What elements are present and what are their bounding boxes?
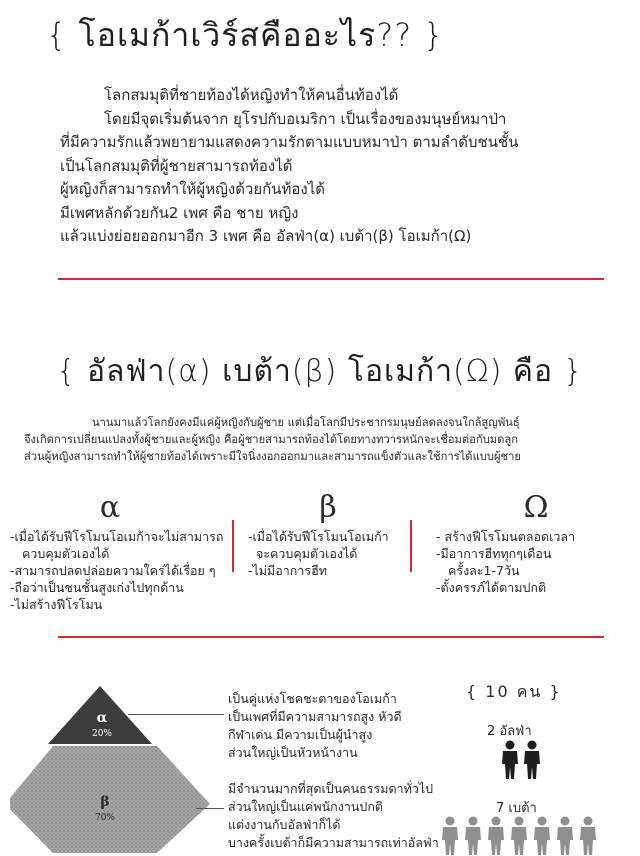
intro-line: ผู้หญิงก็สามารถทำให้ผู้หญิงด้วยกันท้องได้ [60,180,325,198]
alpha-desc-line: เป็นเพศที่มีความสามารถสูง หัวดี [228,709,402,724]
alpha-count: 2 อัลฟ่า [487,724,532,739]
omega-column [436,490,636,596]
alpha-column [10,490,230,613]
beta-count: 7 เบต้า [496,801,537,816]
total-count: { 10 คน } [466,682,562,701]
intro-line: โลกสมมุติที่ชายท้องได้หญิงทำให้คนอื่นท้องได้ [104,86,399,104]
section-title: { อัลฟ่า(α) เบต้า(β) โอเมก้า(Ω) คือ } [56,354,584,389]
beta-description [228,780,439,852]
omega-trait: -ตั้งครรภ์ได้ตามปกติ [436,580,547,595]
beta-person-icon [440,816,460,856]
alpha-desc-line: ส่วนใหญ่เป็นหัวหน้างาน [228,745,358,760]
alpha-desc-line: เป็นคู่แห่งโชคชะตาของโอเมก้า [228,691,397,706]
page-title: { โอเมก้าเวิร์สคืออะไร?? } [46,16,445,54]
beta-desc-line: บางครั้งเบต้าก็มีความสามารถเท่าอัลฟ่า [228,835,439,850]
alpha-desc-line: กีฬาเด่น มีความเป็นผู้นำสูง [228,727,373,742]
alpha-trait: -ถือว่าเป็นชนชั้นสูงเก่งไปทุกด้าน [10,580,184,595]
paragraph-line: จึงเกิดการเปลี่ยนแปลงทั้งผู้ชายและผู้หญิง คือผู้ชายสามารถท้องได้โดยทางทวารหนักจะเชื่อมต่อกับมดลูก [24,433,519,446]
beta-trait: -ไม่มีอาการฮีท [248,563,327,578]
beta-trait: จะควบคุมตัวเองได้ [256,546,358,561]
pyramid-alpha-symbol: α [96,710,108,726]
column-separator [232,520,234,572]
omega-trait: - สร้างฟีโรโมนตลอดเวลา [436,529,576,544]
intro-line: มีเพศหลักด้วยกัน2 เพศ คือ ชาย หญิง [60,203,299,222]
beta-symbol: β [319,490,337,525]
alpha-trait: -ไม่สร้างฟีโรโมน [10,597,103,612]
explanation-paragraph [0,414,640,465]
alpha-description [228,690,402,762]
intro-line: เป็นโลกสมมุติที่ผู้ชายสามารถท้องได้ [60,156,293,175]
leader-line [196,808,224,809]
omega-trait: ครั้งละ1-7วัน [448,563,520,578]
alpha-trait: -สามารถปลดปล่อยความใคร่ได้เรื่อย ๆ [10,563,216,578]
alpha-trait: -เมื่อได้รับฟีโรโมนโอเมก้าจะไม่สามารถ [10,529,224,544]
beta-person-icon [509,816,529,856]
alpha-symbol: α [99,490,121,525]
column-separator [410,520,412,572]
alpha-trait: ควบคุมตัวเองได้ [22,546,110,561]
beta-person-icon [486,816,506,856]
alpha-person-icon [522,740,542,780]
population-pyramid [10,686,210,853]
beta-person-icon [555,816,575,856]
pyramid-alpha-percent: 20% [91,729,113,739]
beta-person-icon [463,816,483,856]
divider [58,278,604,280]
beta-person-icon [578,816,598,856]
alpha-person-icon [500,740,520,780]
intro-line: แล้วแบ่งย่อยออกมาอีก 3 เพศ คือ อัลฟ่า(α) เบต้า(β) โอเมก้า(Ω) [60,227,472,245]
pyramid-beta-symbol: β [100,794,110,810]
intro-line: ที่มีความรักแล้วพยายามแสดงความรักตามแบบหมาป่า ตามลำดับชนชั้น [60,133,519,151]
beta-column [248,490,408,579]
beta-trait: -เมื่อได้รับฟีโรโมนโอเมก้า [248,529,389,544]
intro-line: โดยมีจุดเริ่มต้นจาก ยุโรปกับอเมริกา เป็นเรื่องของมนุษย์หมาป่า [104,109,507,128]
beta-person-icon [532,816,552,856]
leader-line [128,714,224,715]
beta-desc-line: ส่วนใหญ่เป็นแค่พนักงานปกติ [228,799,383,814]
pyramid-beta-percent: 70% [94,813,116,823]
paragraph-line: ส่วนผู้หญิงสามารถทำให้ผู้ชายท้องได้เพราะมีใจนิ่งงอกออกมาและสามารถแข็งตัวและใช้การได้แบบผู้ชาย [24,450,521,463]
intro-block [0,84,640,249]
divider [58,636,604,638]
omega-trait: -มีอาการฮีททุกๆเดือน [436,546,552,561]
beta-desc-line: มีจำนวนมากที่สุดเป็นคนธรรมดาทั่วไป [228,781,434,796]
beta-desc-line: แต่งงานกับอัลฟ่าก็ได้ [228,817,341,832]
omega-symbol: Ω [523,490,549,525]
paragraph-line: นานมาแล้วโลกยังคงมีแค่ผู้หญิงกับผู้ชาย แต่เมื่อโลกมีประชากรมนุษย์ลดลงจนใกล้สูญพันธุ์ [92,416,520,429]
beta-tier [10,746,210,853]
